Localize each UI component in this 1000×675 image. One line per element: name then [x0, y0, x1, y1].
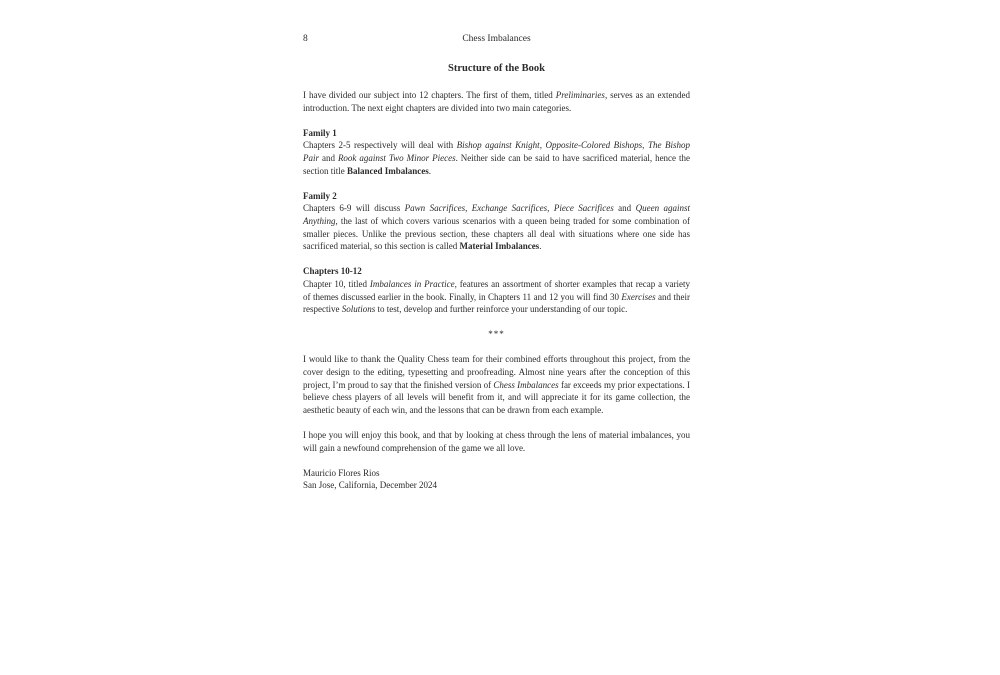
- signature-place-date: San Jose, California, December 2024: [303, 480, 437, 491]
- family-2-paragraph: Chapters 6-9 will discuss Pawn Sacrifices, Exchange Sacrifices, Piece Sacrifices and Queen against Anything, the last of which covers various scenarios with a queen being traded for some combination of smaller pieces. Unlike the previous section, these chapters all deal with situations where one side has sacrificed material, so this section is called Material Imbalances.: [303, 203, 691, 252]
- page-number: 8: [303, 34, 308, 44]
- intro-paragraph: I have divided our subject into 12 chapters. The first of them, titled Preliminaries, serves as an extended introduction. The next eight chapters are divided into two main categories.: [303, 90, 690, 113]
- author-name: Mauricio Flores Rios: [303, 467, 380, 478]
- family-1-heading: Family 1: [303, 127, 337, 138]
- signature-block: [303, 467, 690, 492]
- section-separator: ***: [488, 329, 505, 340]
- family-1-paragraph: Chapters 2-5 respectively will deal with Bishop against Knight, Opposite-Colored Bishops, The Bishop Pair and Rook against Two Minor Pieces. Neither side can be said to have sacrificed material, hence the section title Balanced Imbalances.: [303, 140, 691, 176]
- chapters-10-12-heading: Chapters 10-12: [303, 266, 362, 277]
- running-title: Chess Imbalances: [462, 34, 531, 44]
- chapters-10-12-paragraph: Chapter 10, titled Imbalances in Practice, features an assortment of shorter examples that recap a variety of themes discussed earlier in the book. Finally, in Chapters 11 and 12 you will find 30 Exercises and their respective Solutions to test, develop and further reinforce your understanding of our topic.: [303, 278, 690, 315]
- family-2-heading: Family 2: [303, 190, 337, 201]
- section-title: Structure of the Book: [448, 63, 545, 74]
- acknowledgements-paragraph: I would like to thank the Quality Chess team for their combined efforts throughout this project, from the cover design to the editing, typesetting and proofreading. Almost nine years after the conception of this project, I’m proud to say that the finished version of Chess Imbalances far exceeds my prior expectations. I believe chess players of all levels will benefit from it, and will appreciate it for its game collection, the aesthetic beauty of each win, and the lessons that can be drawn from each example.: [303, 354, 690, 415]
- text-column: [303, 33, 690, 492]
- closing-paragraph: I hope you will enjoy this book, and that by looking at chess through the lens of material imbalances, you will gain a newfound comprehension of the game we all love.: [303, 430, 690, 453]
- page-header: [303, 33, 690, 45]
